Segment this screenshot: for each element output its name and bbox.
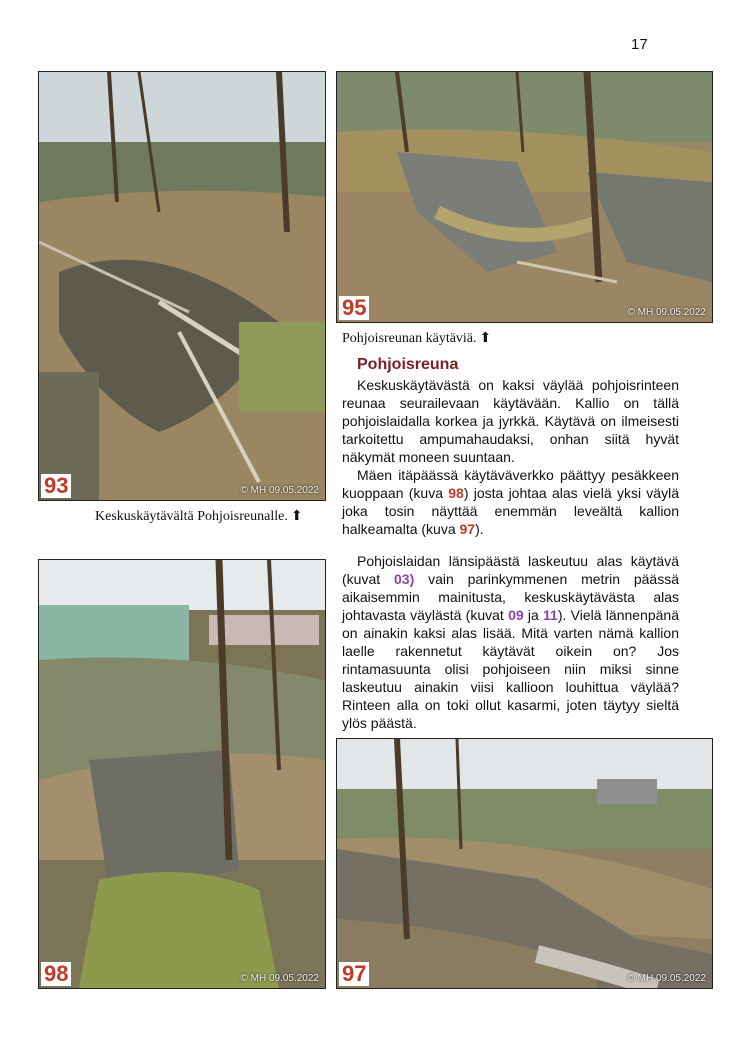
section-heading: Pohjoisreuna [357, 356, 459, 373]
photo-credit-98: © MH 09.05.2022 [240, 973, 319, 984]
paragraph-2-part-b: ) josta johtaa alas vielä yksi väylä joka tosin näyttää enemmän leveältä kallion halkeamalta (kuva [342, 485, 679, 537]
photo-97 [336, 738, 713, 989]
paragraph-3 [342, 552, 679, 732]
photo-ref-98: 98 [448, 485, 464, 501]
body-text-bottom [342, 552, 679, 732]
caption-95 [342, 330, 491, 347]
caption-93 [95, 508, 303, 525]
paragraph-3-part-c: ja [523, 607, 544, 623]
photo-ref-09: 09 [508, 607, 524, 623]
photo-ref-11: 11 [543, 607, 558, 623]
photo-98 [38, 559, 326, 989]
photo-ref-97: 97 [459, 521, 476, 537]
paragraph-3-part-d: ). Vielä lännenpänä on ainakin kaksi alas lisää. Mitä varten nämä kallion laelle rakennetut käytävät oikein on? Jos rintamasuunta olisi pohjoiseen niin miksi sinne laskeutuu ainakin viisi kallioon louhittua väylää? Rinteen alla on toki ollut kasarmi, joten täytyy sieltä ylös päästä. [342, 607, 679, 731]
paragraph-2-part-a: Mäen itäpäässä käytäväverkko päättyy pesäkkeen kuoppaan (kuva [342, 467, 679, 501]
paragraph-3-part-b: vain parinkymmenen metrin päässä aikaisemmin mainitusta, keskuskäytävästa alas johtavasta väylästä (kuvat [342, 571, 680, 623]
arrow-up-icon: ⬆ [479, 330, 492, 346]
photo-number-95: 95 [339, 296, 369, 320]
paragraph-1: Keskuskäytävästä on kaksi väylää pohjoisrinteen reunaa seurailevaan käytävään. Kallio on tällä pohjoislaidalla korkea ja jyrkkä. Käytävä on ilmeisesti tarkoitettu ampumahaudaksi, onhan siitä hyvät näkymät moneen suuntaan. [342, 377, 679, 465]
photo-number-97: 97 [339, 962, 369, 986]
paragraph-2-part-c: ). [475, 521, 484, 537]
photo-number-93: 93 [41, 474, 71, 498]
photo-93 [38, 71, 326, 501]
paragraph-2 [342, 466, 679, 538]
body-text-top [342, 376, 679, 538]
photo-credit-93: © MH 09.05.2022 [240, 485, 319, 496]
page-number: 17 [631, 36, 648, 53]
photo-credit-95: © MH 09.05.2022 [627, 307, 706, 318]
caption-95-text: Pohjoisreunan käytäviä. [342, 331, 477, 346]
arrow-up-icon: ⬆ [290, 508, 303, 524]
photo-95 [336, 71, 713, 323]
photo-credit-97: © MH 09.05.2022 [627, 973, 706, 984]
photo-ref-03: 03) [394, 571, 415, 587]
photo-number-98: 98 [41, 962, 71, 986]
caption-93-text: Keskuskäytävältä Pohjoisreunalle. [95, 509, 288, 524]
paragraph-3-part-a: Pohjoislaidan länsipäästä laskeutuu alas käytävä (kuvat [342, 553, 679, 587]
